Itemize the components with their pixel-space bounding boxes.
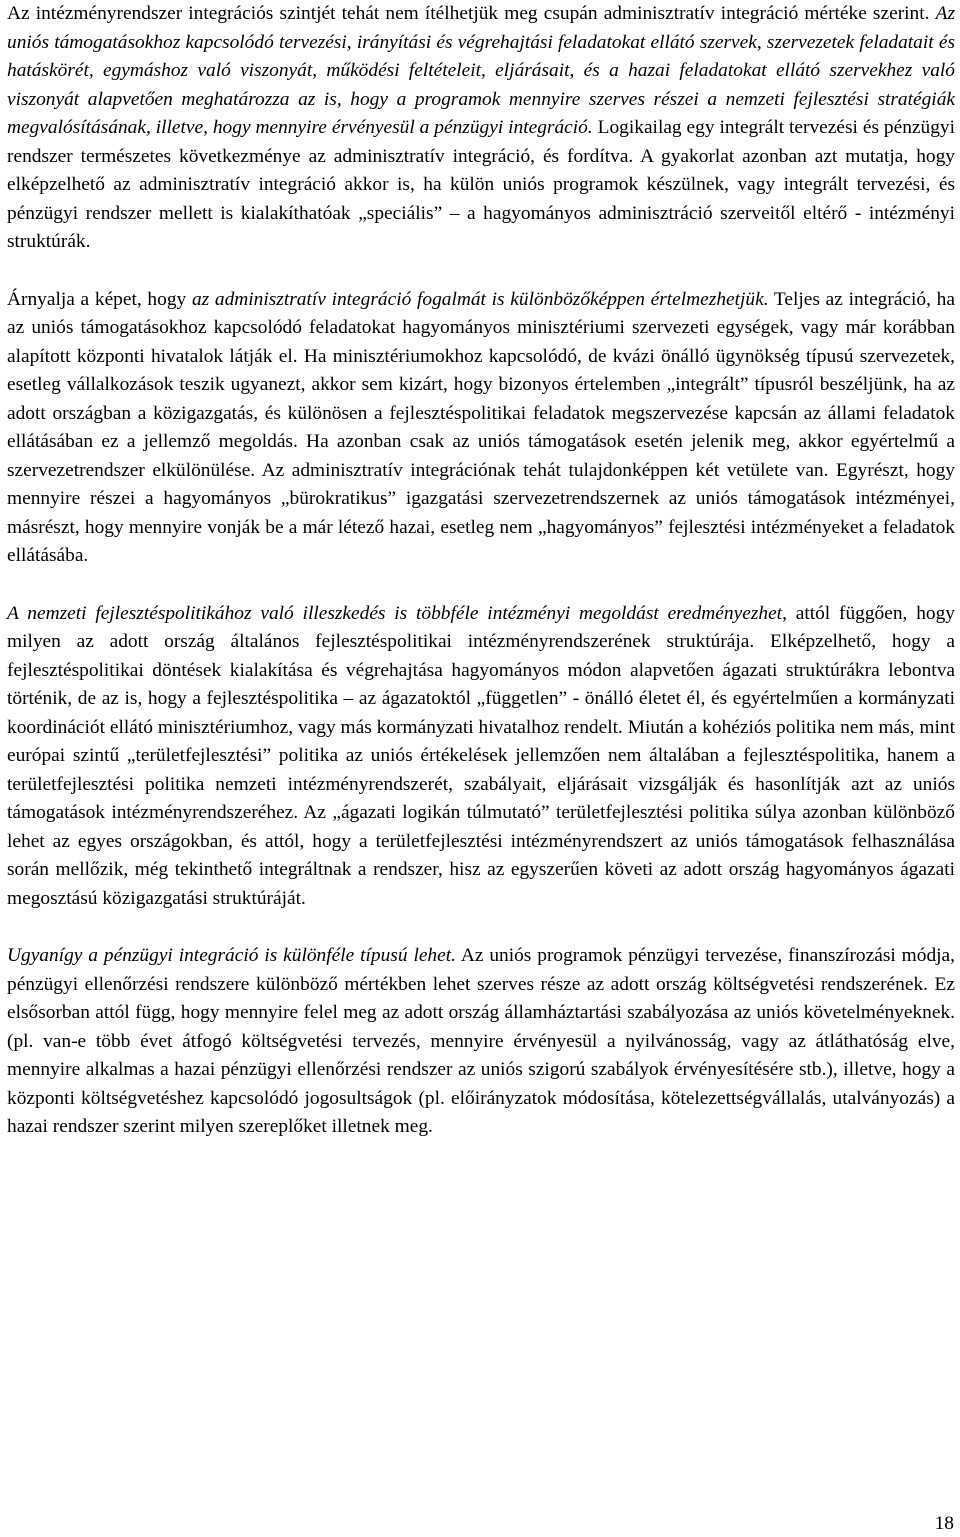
text-run: Árnyalja a képet, hogy xyxy=(7,288,192,310)
paragraph-3 xyxy=(7,600,955,914)
italic-text-run: az adminisztratív integráció fogalmát is különbözőképpen értelmezhetjük. xyxy=(191,288,769,310)
document-page xyxy=(7,0,955,1142)
text-run: Teljes az integráció, ha az uniós támogatásokhoz kapcsolódó feladatokat hagyományos minisztériumi szervezeti egységek, vagy már korábban alapított központi hivatalok látják el. Ha minisztériumokhoz kapcsolódó, de kvázi önálló ügynökség típusú szervezetek, esetleg vállalkozások teszik ugyanezt, akkor sem kizárt, hogy bizonyos értelemben „integrált” típusról beszéljünk, ha az adott országban a közigazgatás, és különösen a fejlesztéspolitikai feladatok megszervezése kapcsán az állami feladatok ellátásában ez a jellemző megoldás. Ha azonban csak az uniós támogatások esetén jelenik meg, akkor egyértelmű a szervezetrendszer elkülönülése. Az adminisztratív integrációnak tehát tulajdonképpen két vetülete van. Egyrészt, hogy mennyire részei a hagyományos „bürokratikus” igazgatási szervezetrendszernek az uniós támogatások intézményei, másrészt, hogy mennyire vonják be a már létező hazai, esetleg nem „hagyományos” fejlesztési intézményeket a feladatok ellátásába. xyxy=(7,288,955,566)
paragraph-4 xyxy=(7,942,955,1142)
italic-text-run: Ugyanígy a pénzügyi integráció is különféle típusú lehet. xyxy=(7,945,456,966)
page-number: 18 xyxy=(934,1513,954,1534)
italic-text-run: Az uniós támogatásokhoz kapcsolódó tervezési, irányítási és végrehajtási feladatokat ellátó szervek, szervezetek feladatait és hatáskörét, egymáshoz való viszonyát, működési feltételeit, eljárásait, és a hazai feladatokat ellátó szervekhez való viszonyát alapvetően meghatározza az is, hogy a programok mennyire szerves részei a nemzeti fejlesztési stratégiák megvalósításának, illetve, hogy mennyire érvényesül a pénzügyi integráció. xyxy=(7,3,955,138)
paragraph-1 xyxy=(7,0,955,257)
italic-text-run: A nemzeti fejlesztéspolitikához való illeszkedés is többféle intézményi megoldást eredményezhet xyxy=(7,602,783,624)
text-run: Logikailag egy integrált tervezési és pénzügyi rendszer természetes következménye az adminisztratív integráció, és fordítva. A gyakorlat azonban azt mutatja, hogy elképzelhető az adminisztratív integráció akkor is, ha külön uniós programok készülnek, vagy integrált tervezési, és pénzügyi rendszer mellett is kialakíthatóak „speciális” – a hagyományos adminisztráció szerveitől eltérő - intézményi struktúrák. xyxy=(7,117,956,252)
text-run: Az intézményrendszer integrációs szintjét tehát nem ítélhetjük meg csupán adminisztratív integráció mértéke szerint. xyxy=(7,3,936,24)
text-run: , attól függően, hogy milyen az adott ország általános fejlesztéspolitikai intézményrendszerének struktúrája. Elképzelhető, hogy a fejlesztéspolitikai döntések kialakítása és végrehajtása hagyományos módon alapvetően ágazati struktúrákra lebontva történik, de az is, hogy a fejlesztéspolitika – az ágazatoktól „független” - önálló életet él, és egyértelműen a kormányzati koordinációt ellátó minisztériumhoz, vagy más kormányzati hivatalhoz rendelt. Miután a kohéziós politika nem más, mint európai szintű „területfejlesztési” politika az uniós értékelések jellemzően nem általában a fejlesztéspolitika, hanem a területfejlesztési politika nemzeti intézményrendszerét, szabályait, eljárásait vizsgálják és hasonlítják azt az uniós támogatások intézményrendszeréhez. Az „ágazati logikán túlmutató” területfejlesztési politika súlya azonban különböző lehet az egyes országokban, és attól, hogy a területfejlesztési intézményrendszert az uniós támogatások felhasználása során mellőzik, még tekinthető integráltnak a rendszer, hisz az egyszerűen követi az adott ország hagyományos ágazati megosztású közigazgatási struktúráját. xyxy=(7,602,955,909)
text-run: Az uniós programok pénzügyi tervezése, finanszírozási módja, pénzügyi ellenőrzési rendszere különböző mértékben lehet szerves része az adott ország költségvetési rendszerének. Ez elsősorban attól függ, hogy mennyire felel meg az adott ország államháztartási szabályozása az uniós követelményeknek. (pl. van-e több évet átfogó költségvetési tervezés, mennyire érvényesül a nyilvánosság, vagy az átláthatóság elve, mennyire alkalmas a hazai pénzügyi ellenőrzési rendszer az uniós szigorú szabályok érvényesítésére stb.), illetve, hogy a központi költségvetéshez kapcsolódó jogosultságok (pl. előirányzatok módosítása, kötelezettségvállalás, utalványozás) a hazai rendszer szerint milyen szereplőket illetnek meg. xyxy=(7,945,955,1137)
paragraph-2 xyxy=(7,286,955,571)
